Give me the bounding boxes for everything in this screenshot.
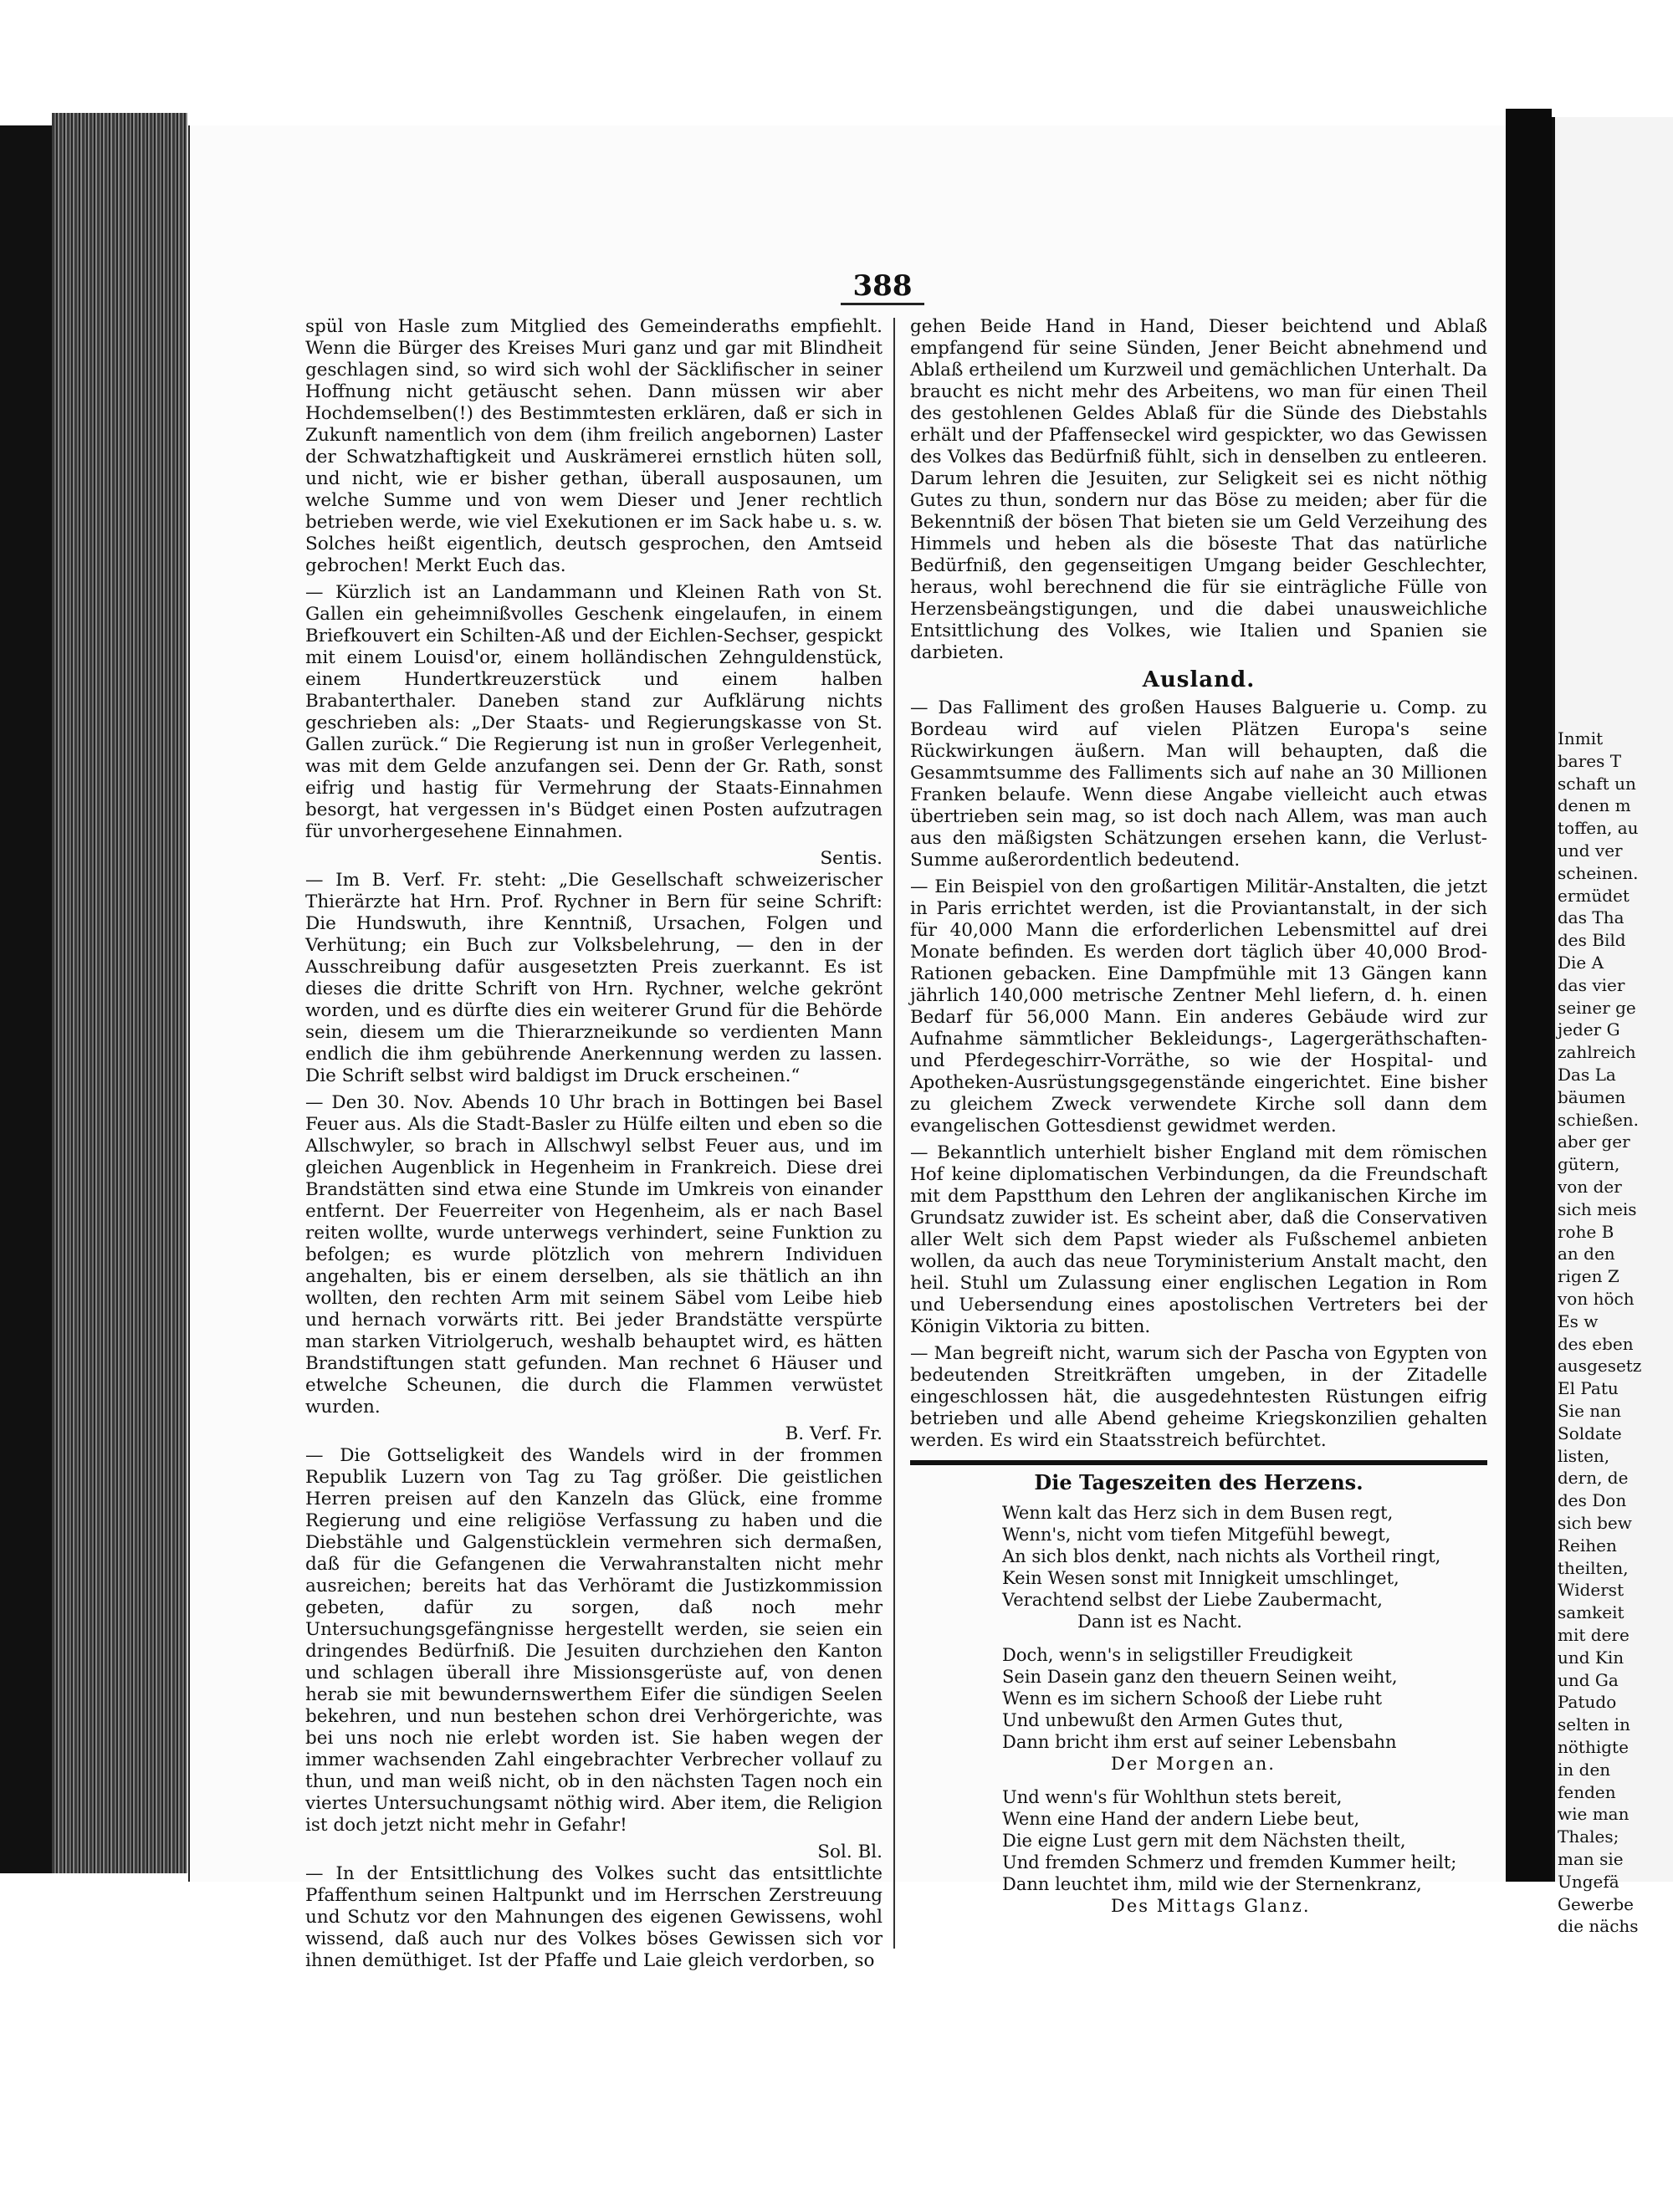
poem-line: Und wenn's für Wohlthun stets bereit, — [1002, 1787, 1343, 1807]
adjacent-page-fragment: die nächs — [1558, 1916, 1639, 1937]
page-number-rule — [841, 303, 924, 305]
poem-line: Und unbewußt den Armen Gutes thut, — [1002, 1710, 1343, 1730]
adjacent-page-fragment: scheinen. — [1558, 862, 1639, 883]
adjacent-page-fragment: das vier — [1558, 974, 1625, 995]
poem-title: Die Tageszeiten des Herzens. — [1034, 1470, 1363, 1494]
article-paragraph: — Ein Beispiel von den großartigen Militär-Anstalten, die jetzt in Paris errichtet werden, ist die Proviantanstalt, in der sich für 40,000 Mann die erforderlichen Lebensmittel auf drei Monate befinden. Es werden dort täglich über 40,000 Brod-Rationen gebacken. Eine Dampfmühle mit 13 Gängen kann jährlich 140,000 metrische Zentner Mehl liefern, d. h. einen Bedarf für 56,000 Mann. Ein anderes Gebäude wird zur Aufnahme sämmtlicher Bekleidungs-, Lagergeräthschaften- und Pferdegeschirr-Vorräthe, so wie der Hospital- und Apotheken-Ausrüstungsgegenstände eingerichtet. Eine bisher zu gleichem Zweck verwendete Kirche soll dann dem evangelischen Gottesdienst gewidmet werden. — [910, 876, 1487, 1137]
adjacent-page-fragment: Ungefä — [1558, 1871, 1619, 1892]
adjacent-page-fragment: des Bild — [1558, 930, 1626, 951]
book-binding-shadow — [0, 125, 59, 1873]
adjacent-page-fragment: ausgesetz — [1558, 1356, 1642, 1377]
article-paragraph: — Den 30. Nov. Abends 10 Uhr brach in Bottingen bei Basel Feuer aus. Als die Stadt-Basler zu Hülfe eilten und eben so die Allschwyler, so brach in Allschwyl selbst Feuer aus, und im gleichen Augenblick in Hegenheim in Frankreich. Diese drei Brandstätten sind etwa eine Stunde im Umkreis von einander entfernt. Der Feuerreiter von Hegenheim, als er nach Basel reiten wollte, wurde unterwegs verhindert, seine Funktion zu befolgen; es wurde plötzlich von mehrern Individuen angehalten, bis er einem derselben, als sie thätlich an ihn wollten, den rechten Arm mit seinem Säbel vom Leibe hieb und hernach vorwärts ritt. Bei jeder Brandstätte verspürte man starken Vitriolgeruch, weshalb behauptet wird, es hätten Brandstiftungen statt gefunden. Man rechnet 6 Häuser und etwelche Scheunen, die durch die Flammen verwüstet wurden. — [305, 1092, 883, 1418]
book-page-edges — [52, 113, 187, 1873]
adjacent-page-fragment: Das La — [1558, 1065, 1616, 1085]
adjacent-page-fragment: man sie — [1558, 1849, 1624, 1869]
poem-line: Verachtend selbst der Liebe Zaubermacht, — [1002, 1590, 1383, 1610]
article-paragraph: — Das Falliment des großen Hauses Balguerie u. Comp. zu Bordeau wird auf vielen Plätzen Europa's seine Rückwirkungen äußern. Man will behaupten, daß die Gesammtsumme des Falliments sich auf nahe an 30 Millionen Franken belaufe. Wenn diese Angabe vielleicht auch etwas übertrieben sein mag, so ist doch nach Allem, was man auch aus den mäßigsten Schätzungen ersehen kann, die Verlust-Summe außerordentlich bedeutend. — [910, 697, 1487, 871]
article-paragraph: — Bekanntlich unterhielt bisher England mit dem römischen Hof keine diplomatischen Verbindungen, da die Freundschaft mit dem Papstthum den Lehren der anglikanischen Kirche im Grundsatz zuwider ist. Es scheint aber, daß die Conservativen aller Welt sich dem Papst wieder als Fußschemel anbieten wollen, da auch das neue Toryministerium Anstalt macht, den heil. Stuhl um Zulassung einer englischen Legation in Rom und Uebersendung eines apostolischen Vertreters bei der Königin Viktoria zu bitten. — [910, 1142, 1487, 1337]
section-rule — [910, 1460, 1487, 1465]
adjacent-page-fragment: bäumen — [1558, 1086, 1626, 1107]
poem-stanza — [1002, 1502, 1487, 1632]
right-column — [910, 316, 1487, 1928]
adjacent-page-fragment: in den — [1558, 1759, 1611, 1780]
poem-line: Kein Wesen sonst mit Innigkeit umschlinget, — [1002, 1568, 1399, 1588]
left-column — [305, 316, 883, 1977]
poem-line: Wenn's, nicht vom tiefen Mitgefühl bewegt, — [1002, 1525, 1391, 1545]
adjacent-page-fragment: schaft un — [1558, 773, 1636, 794]
adjacent-page-fragment: Reihen — [1558, 1535, 1617, 1556]
adjacent-page-fragment: Inmit — [1558, 728, 1604, 748]
adjacent-page-fragment: Es w — [1558, 1310, 1599, 1331]
article-source: Sol. Bl. — [817, 1842, 883, 1862]
article-paragraph: — Im B. Verf. Fr. steht: „Die Gesellschaft schweizerischer Thierärzte hat Hrn. Prof. Rychner in Bern für seine Schrift: Die Hundswuth, ihre Kenntniß, Ursachen, Folgen und Verhütung; ein Buch zur Volksbelehrung, — den in der Ausschreibung dafür ausgesetzten Preis zuerkannt. Es ist dieses die dritte Schrift von Hrn. Rychner, welche gekrönt worden, und es dürfte dies ein weiterer Grund für die Behörde sein, diesem um die Thierarzneikunde so verdienten Mann endlich die ihm gebührende Anerkennung werden zu lassen. Die Schrift selbst wird baldigst im Druck erscheinen.“ — [305, 870, 883, 1086]
adjacent-page-fragment: sich bew — [1558, 1513, 1632, 1533]
adjacent-page-fragment: rohe B — [1558, 1221, 1614, 1242]
poem-line: Dann bricht ihm erst auf seiner Lebensbahn — [1002, 1732, 1397, 1752]
adjacent-page-fragment: ermüdet — [1558, 885, 1630, 906]
poem-line: Und fremden Schmerz und fremden Kummer heilt; — [1002, 1852, 1457, 1872]
adjacent-page-fragment: mit dere — [1558, 1625, 1630, 1645]
adjacent-page-fragment: samkeit — [1558, 1602, 1624, 1623]
adjacent-page-fragment: toffen, au — [1558, 818, 1639, 839]
adjacent-page-fragment: selten in — [1558, 1714, 1630, 1735]
adjacent-page-fragment: Gewerbe — [1558, 1893, 1634, 1914]
article-source: B. Verf. Fr. — [785, 1423, 883, 1444]
adjacent-page-fragment: Patudo — [1558, 1692, 1617, 1713]
adjacent-page-fragment: gütern, — [1558, 1154, 1620, 1175]
adjacent-page-fragment: wie man — [1558, 1804, 1630, 1825]
adjacent-page-fragment: und Ga — [1558, 1669, 1619, 1690]
column-divider — [893, 318, 895, 1949]
poem-line: Sein Dasein ganz den theuern Seinen weiht, — [1002, 1667, 1398, 1687]
adjacent-page-fragment: und Kin — [1558, 1647, 1624, 1668]
poem-line: Die eigne Lust gern mit dem Nächsten theilt, — [1002, 1831, 1406, 1851]
article-paragraph: spül von Hasle zum Mitglied des Gemeinderaths empfiehlt. Wenn die Bürger des Kreises Muri ganz und gar mit Blindheit geschlagen sind, so wird sich wohl der Säcklifischer in seiner Hoffnung nicht getäuscht sehen. Dann müssen wir aber Hochdemselben(!) des Bestimmtesten erklären, daß er sich in Zukunft namentlich von dem (ihm freilich angebornen) Laster der Schwatzhaftigkeit und Auskrämerei ernstlich hüten soll, und nicht, wie er bisher gethan, überall ausposaunen, um welche Summe und von wem Dieser und Jener rechtlich betrieben werde, wie viel Exekutionen er im Sack habe u. s. w. Solches heißt eigentlich, deutsch gesprochen, den Amtseid gebrochen! Merkt Euch das. — [305, 316, 883, 576]
adjacent-page-fragment: Thales; — [1558, 1826, 1619, 1847]
adjacent-page-fragment: Soldate — [1558, 1423, 1622, 1443]
adjacent-page-fragment: sich meis — [1558, 1198, 1637, 1219]
poem-stanza — [1002, 1644, 1487, 1775]
poem-line: Doch, wenn's in seligstiller Freudigkeit — [1002, 1645, 1353, 1665]
poem-line: Wenn eine Hand der andern Liebe beut, — [1002, 1809, 1360, 1829]
poem-refrain: Des Mittags Glanz. — [1111, 1896, 1311, 1916]
adjacent-page-fragment: Widerst — [1558, 1580, 1624, 1601]
poem-line: An sich blos denkt, nach nichts als Vortheil ringt, — [1002, 1546, 1441, 1566]
adjacent-page-fragment: jeder G — [1558, 1019, 1620, 1040]
article-paragraph: — In der Entsittlichung des Volkes sucht das entsittlichte Pfaffenthum seinen Haltpunkt und im Herrschen Zerstreuung und Schutz vor den Mahnungen des eigenen Gewissens, wohl wissend, daß auch nur des Volkes böses Gewissen sich vor ihnen demüthiget. Ist der Pfaffe und Laie gleich verdorben, so — [305, 1863, 883, 1971]
section-heading: Ausland. — [1142, 667, 1256, 692]
scan-margin-top — [0, 0, 1673, 109]
adjacent-page-fragment: El Patu — [1558, 1378, 1619, 1399]
adjacent-page-fragment: das Tha — [1558, 907, 1624, 928]
poem-line: Wenn kalt das Herz sich in dem Busen regt, — [1002, 1503, 1394, 1523]
adjacent-page-fragment: schießen. — [1558, 1109, 1640, 1130]
page-number: 388 — [852, 269, 913, 303]
article-source: Sentis. — [820, 848, 883, 869]
book-gutter-shadow — [1506, 109, 1552, 1882]
adjacent-page-fragment: von höch — [1558, 1289, 1635, 1309]
adjacent-page-fragment: fenden — [1558, 1781, 1616, 1802]
adjacent-page-fragment: und ver — [1558, 840, 1623, 861]
adjacent-page-fragment: Die A — [1558, 953, 1604, 973]
poem-line: Wenn es im sichern Schooß der Liebe ruht — [1002, 1688, 1383, 1709]
adjacent-page-fragment: seiner ge — [1558, 997, 1636, 1018]
poem-stanza — [1002, 1786, 1487, 1917]
article-paragraph: gehen Beide Hand in Hand, Dieser beichtend und Ablaß empfangend für seine Sünden, Jener Beicht abnehmend und Ablaß ertheilend um Kurzweil und gemächlichen Unterhalt. Da braucht es nicht mehr des Arbeitens, wo man für einen Theil des gestohlenen Geldes Ablaß für die Sünde des Diebstahls erhält und der Pfaffenseckel wird gespickter, wo das Gewissen des Volkes das Bedürfniß fühlt, sich in denselben zu entleeren. Darum lehren die Jesuiten, zur Seligkeit sei es nicht nöthig Gutes zu thun, sondern nur das Böse zu meiden; aber für die Bekenntniß der bösen That bieten sie um Geld Verzeihung des Himmels und heben als die böseste That das natürliche Bedürfniß, den gegenseitigen Umgang beider Geschlechter, heraus, wohl berechnend die für sie einträgliche Fülle von Herzensbeängstigungen, und die dabei unausweichliche Entsittlichung des Volkes, wie Italien und Spanien sie darbieten. — [910, 316, 1487, 663]
adjacent-page-fragment: listen, — [1558, 1445, 1610, 1466]
adjacent-page-fragment: rigen Z — [1558, 1266, 1619, 1287]
adjacent-page-fragment: zahlreich — [1558, 1042, 1636, 1063]
poem-refrain: Der Morgen an. — [1111, 1754, 1276, 1774]
article-paragraph: — Kürzlich ist an Landammann und Kleinen Rath von St. Gallen ein geheimnißvolles Geschenk eingelaufen, in einem Briefkouvert ein Schilten-Aß und der Eichlen-Sechser, gespickt mit einem Louisd'or, einem holländischen Zehnguldenstück, einem Hundertkreuzerstück und einem halben Brabanterthaler. Daneben stand zur Aufklärung nichts geschrieben als: „Der Staats- und Regierungskasse von St. Gallen zurück.“ Die Regierung ist nun in großer Verlegenheit, was mit dem Gelde anzufangen sei. Denn der Gr. Rath, sonst eifrig und hastig für Vermehrung der Staats-Einnahmen besorgt, hat vergessen in's Büdget einen Posten aufzutragen für unvorhergesehene Einnahmen. — [305, 582, 883, 842]
adjacent-page-fragment: aber ger — [1558, 1132, 1630, 1152]
article-paragraph: — Man begreift nicht, warum sich der Pascha von Egypten von bedeutenden Streitkräften umgeben, in der Zitadelle eingeschlossen hät, die ausgedehntesten Rüstungen eifrig betrieben und alle Abend geheime Kriegskonzilien gehalten werden. Es wird ein Staatsstreich befürchtet. — [910, 1343, 1487, 1451]
adjacent-page-fragment: des Don — [1558, 1490, 1627, 1511]
adjacent-page-fragment: Sie nan — [1558, 1401, 1621, 1421]
adjacent-page-fragment: an den — [1558, 1244, 1615, 1264]
poem-line: Dann leuchtet ihm, mild wie der Sternenkranz, — [1002, 1874, 1422, 1894]
poem-refrain: Dann ist es Nacht. — [1077, 1612, 1242, 1632]
adjacent-page-fragment: von der — [1558, 1177, 1622, 1197]
adjacent-page-fragment: denen m — [1558, 795, 1631, 816]
article-paragraph: — Die Gottseligkeit des Wandels wird in der frommen Republik Luzern von Tag zu Tag größer. Die geistlichen Herren preisen auf den Kanzeln das Glück, eine fromme Regierung und eine religiöse Verfassung zu haben und die Diebstähle und Galgenstücklein vermehren sich dermaßen, daß für die Gefangenen die Verwahranstalten nicht mehr ausreichen; bereits hat das Verhöramt die Justizkommission gebeten, dafür zu sorgen, daß noch mehr Untersuchungsgefängnisse hergestellt werden, sie seien ein dringendes Bedürfniß. Die Jesuiten durchziehen den Kanton und schlagen überall ihre Missionsgerüste auf, von denen herab sie mit bewundernswerthem Eifer die sündigen Seelen bekehren, und nun bestehen schon drei Verhörgerichte, was bei uns noch nie erlebt worden ist. Sie haben wegen der immer wachsenden Zahl eingebrachter Verbrecher vollauf zu thun, und man weiß nicht, ob in den nächsten Tagen noch ein viertes Untersuchungsamt nöthig wird. Aber item, die Religion ist doch jetzt nicht mehr in Gefahr! — [305, 1445, 883, 1836]
adjacent-page-fragment: nöthigte — [1558, 1737, 1629, 1757]
adjacent-page-fragment: theilten, — [1558, 1557, 1629, 1578]
adjacent-page-fragment: bares T — [1558, 750, 1622, 771]
adjacent-page-fragment: des eben — [1558, 1333, 1634, 1354]
adjacent-page-fragment: dern, de — [1558, 1468, 1629, 1489]
poem — [1002, 1502, 1487, 1917]
